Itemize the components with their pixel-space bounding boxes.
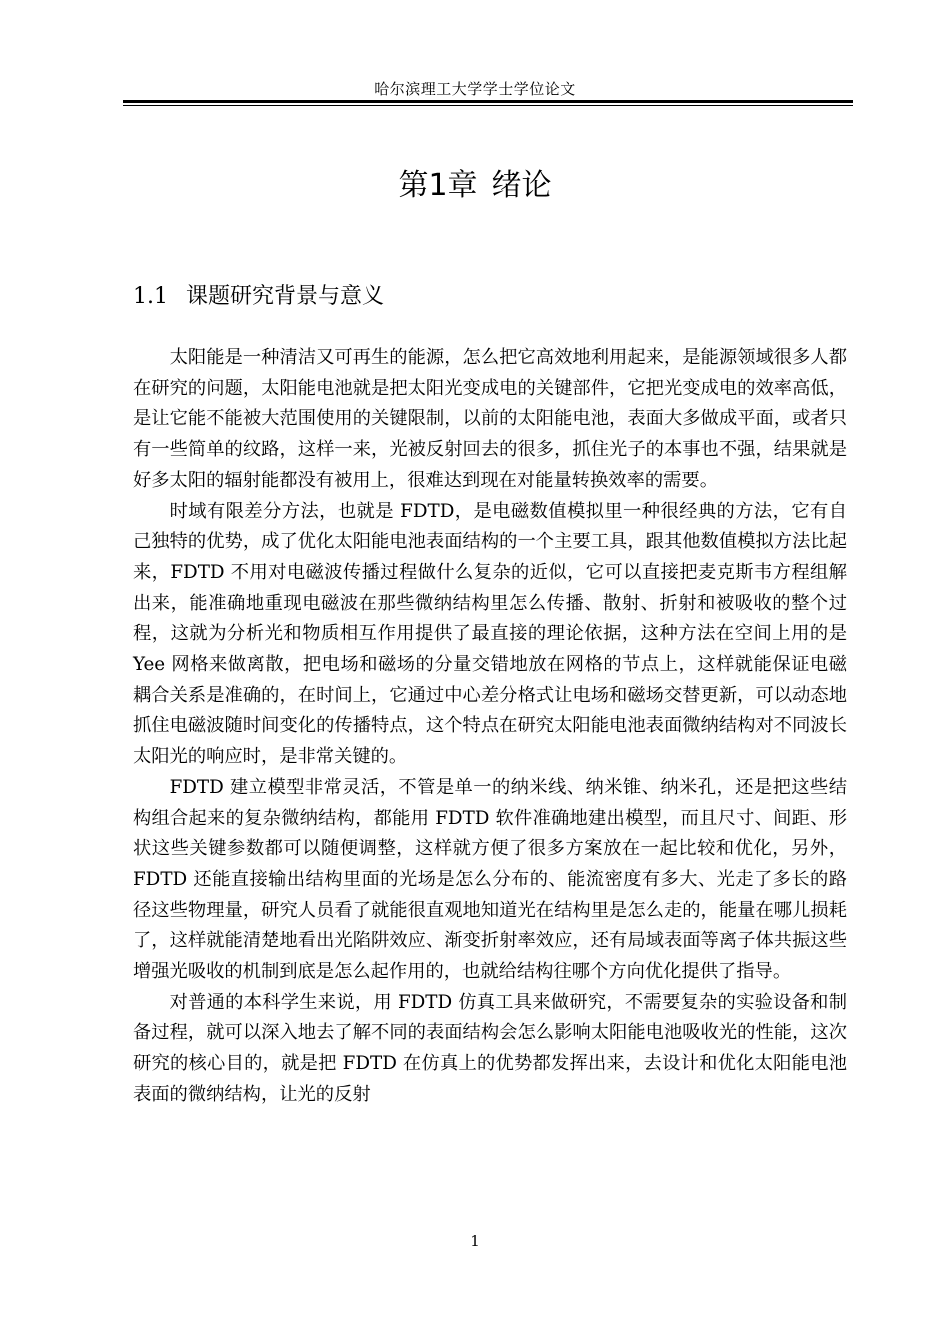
section-name: 课题研究背景与意义 <box>186 284 385 309</box>
section-heading <box>133 279 384 310</box>
paragraph: 太阳能是一种清洁又可再生的能源，怎么把它高效地利用起来，是能源领域很多人都在研究的问题，太阳能电池就是把太阳光变成电的关键部件，它把光变成电的效率高低，是让它能不能被大范围使用的关键限制，以前的太阳能电池，表面大多做成平面，或者只有一些简单的纹路，这样一来，光被反射回去的很多，抓住光子的本事也不强，结果就是好多太阳的辐射能都没有被用上，很难达到现在对能量转换效率的需要。 <box>133 347 847 491</box>
page-number: 1 <box>470 1232 480 1250</box>
header-rule-thin <box>123 105 853 106</box>
paragraph: 对普通的本科学生来说，用 FDTD 仿真工具来做研究，不需要复杂的实验设备和制备过程，就可以深入地去了解不同的表面结构会怎么影响太阳能电池吸收光的性能，这次研究的核心目的，就是把 FDTD 在仿真上的优势都发挥出来，去设计和优化太阳能电池表面的微纳结构，让光的反射 <box>133 991 847 1105</box>
paragraph: FDTD 建立模型非常灵活，不管是单一的纳米线、纳米锥、纳米孔，还是把这些结构组合起来的复杂微纳结构，都能用 FDTD 软件准确地建出模型，而且尺寸、间距、形状这些关键参数都可以随便调整，这样就方便了很多方案放在一起比较和优化，另外，FDTD 还能直接输出结构里面的光场是怎么分布的、能流密度有多大、光走了多长的路径这些物理量，研究人员看了就能很直观地知道光在结构里是怎么走的，能量在哪儿损耗了，这样就能清楚地看出光陷阱效应、渐变折射率效应，还有局域表面等离子体共振这些增强光吸收的机制到底是怎么起作用的，也就给结构往哪个方向优化提供了指导。 <box>133 776 847 983</box>
body-text <box>133 343 847 1111</box>
chapter-number: 第1章 <box>398 168 478 203</box>
chapter-title <box>0 160 950 204</box>
paragraph: 时域有限差分方法，也就是 FDTD，是电磁数值模拟里一种很经典的方法，它有自己独特的优势，成了优化太阳能电池表面结构的一个主要工具，跟其他数值模拟方法比起来，FDTD 不用对电磁波传播过程做什么复杂的近似，它可以直接把麦克斯韦方程组解出来，能准确地重现电磁波在那些微纳结构里怎么传播、散射、折射和被吸收的整个过程，这就为分析光和物质相互作用提供了最直接的理论依据，这种方法在空间上用的是 Yee 网格来做离散，把电场和磁场的分量交错地放在网格的节点上，这样就能保证电磁耦合关系是准确的，在时间上，它通过中心差分格式让电场和磁场交替更新，可以动态地抓住电磁波随时间变化的传播特点，这个特点在研究太阳能电池表面微纳结构对不同波长太阳光的响应时，是非常关键的。 <box>133 500 847 768</box>
chapter-name: 绪论 <box>491 168 552 203</box>
section-number: 1.1 <box>133 284 168 309</box>
running-header: 哈尔滨理工大学学士学位论文 <box>374 80 576 98</box>
header-rule-thick <box>123 100 853 103</box>
